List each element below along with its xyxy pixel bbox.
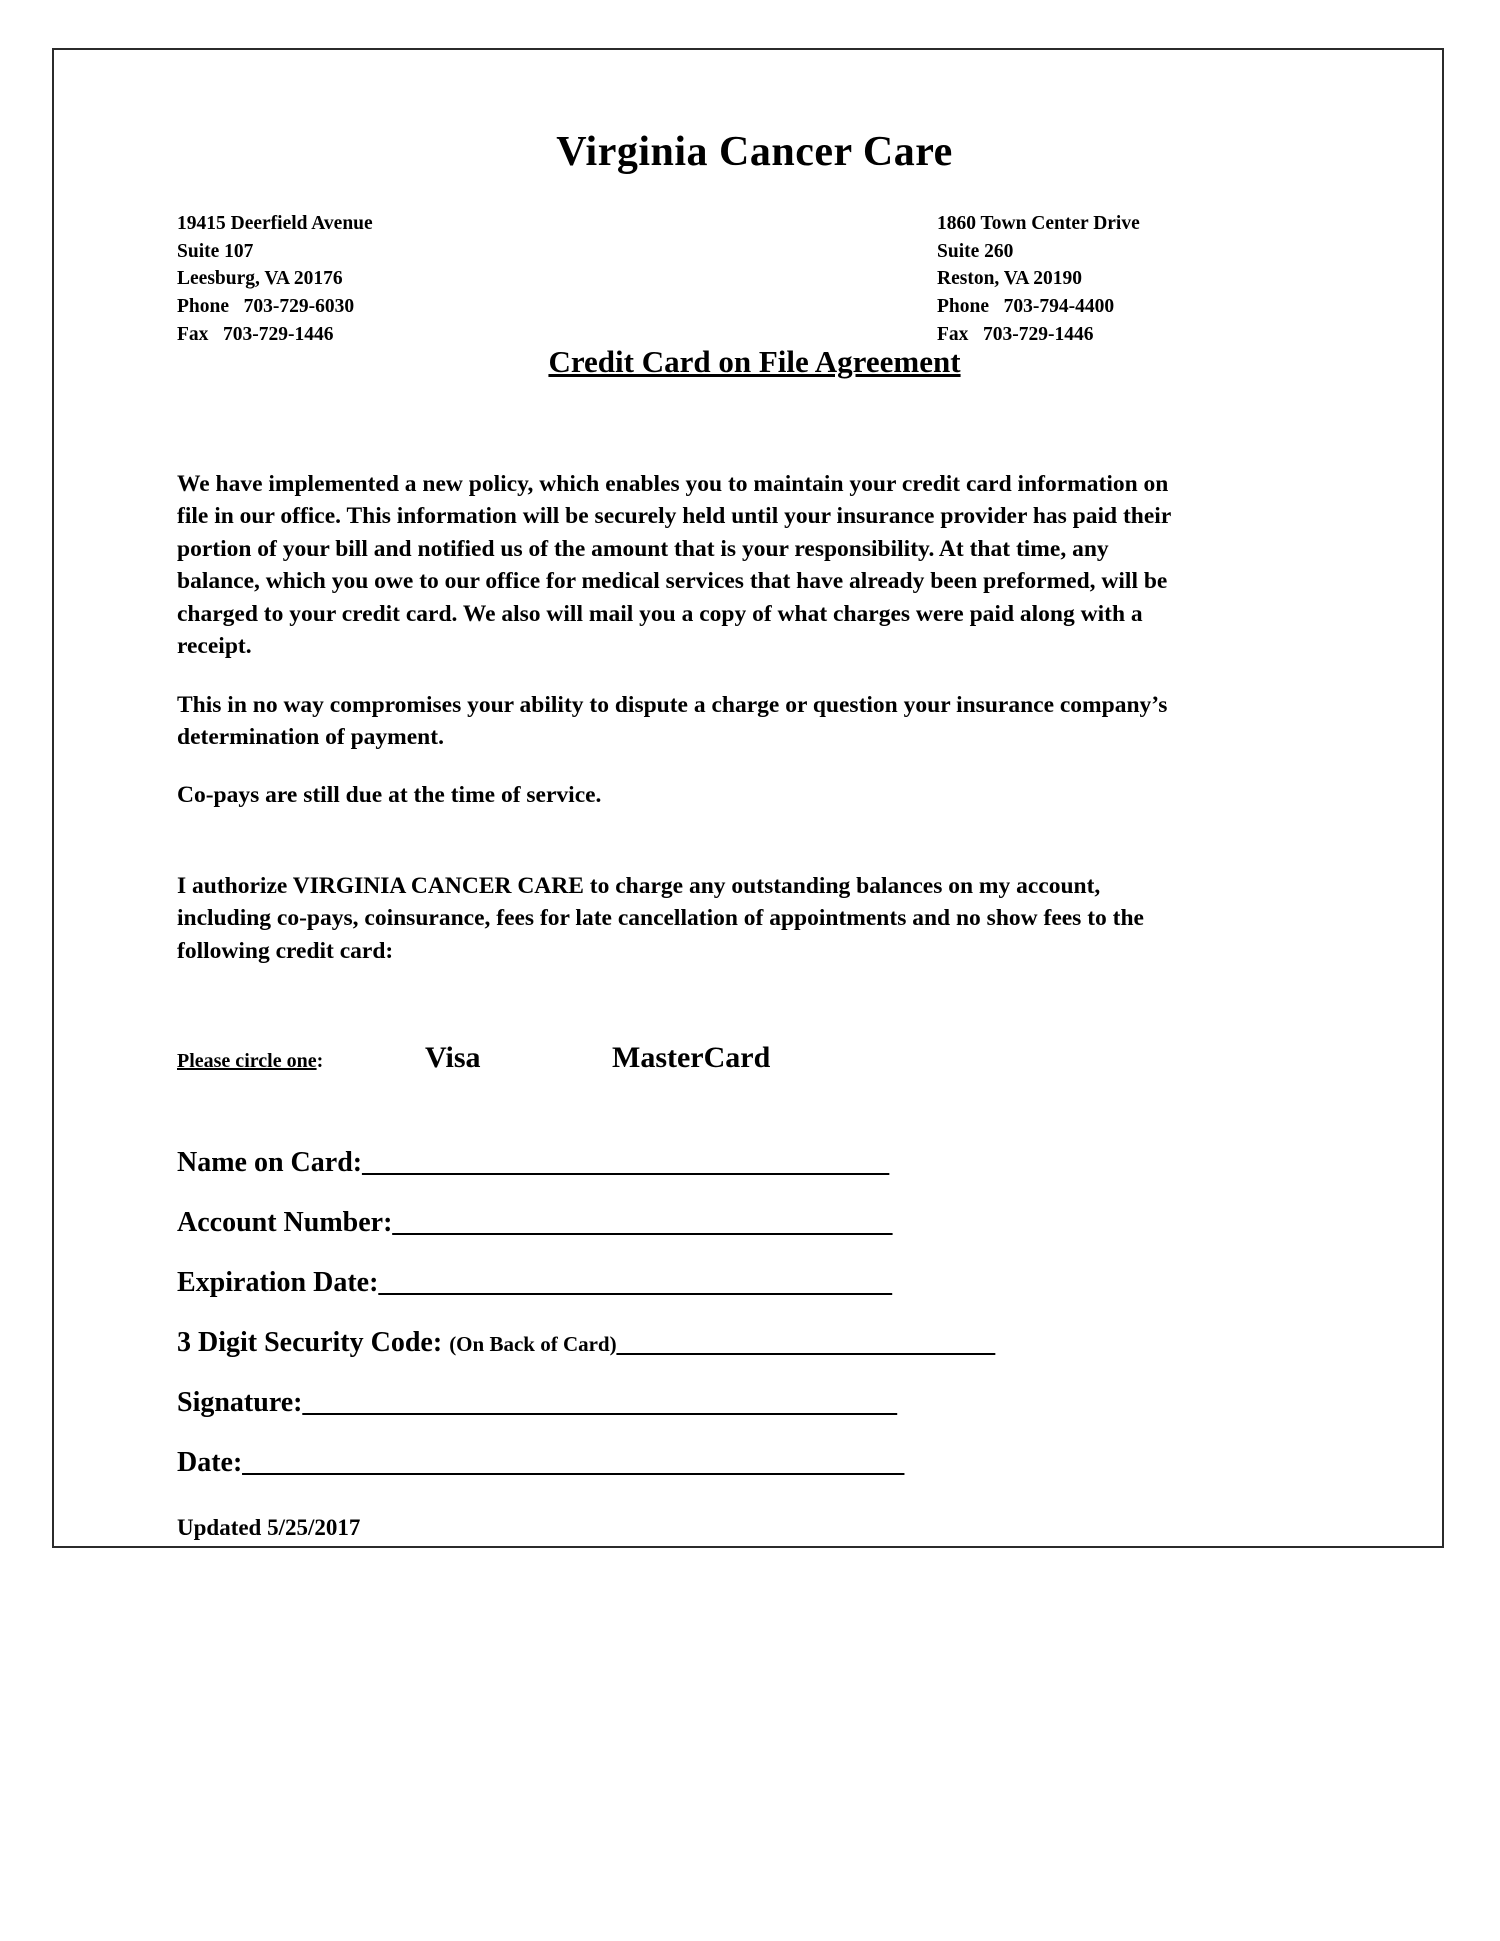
address-phone: Phone 703-794-4400 — [937, 296, 1115, 318]
card-option-visa[interactable]: Visa — [425, 1041, 481, 1075]
address-line: Suite 260 — [937, 240, 1014, 262]
card-type-selection — [177, 1041, 1332, 1087]
field-label: Date: — [177, 1447, 243, 1479]
address-line: 1860 Town Center Drive — [937, 213, 1140, 234]
field-label: Account Number: — [177, 1207, 393, 1239]
field-note: (On Back of Card) — [449, 1332, 617, 1357]
address-fax: Fax 703-729-1446 — [937, 323, 1094, 345]
address-line: Reston, VA 20190 — [937, 268, 1083, 290]
page-title: Virginia Cancer Care — [556, 129, 953, 175]
field-write-line[interactable]: ____________________________________________ — [302, 1387, 897, 1419]
field-account-number — [177, 1207, 1332, 1239]
paragraph-authorization: I authorize VIRGINIA CANCER CARE to charge any outstanding balances on my account, including co-pays, coinsurance, fees for late cancellation of appointments and no show fees to the following credit card: — [177, 872, 1144, 964]
field-label: Expiration Date: — [177, 1267, 379, 1299]
office-address-leesburg — [177, 210, 373, 348]
address-phone: Phone 703-729-6030 — [177, 296, 355, 318]
address-line: 19415 Deerfield Avenue — [177, 213, 373, 234]
address-fax: Fax 703-729-1446 — [177, 323, 334, 345]
field-label: Signature: — [177, 1387, 303, 1419]
signature-fields — [177, 1147, 1332, 1479]
field-security-code — [177, 1327, 1332, 1359]
field-date — [177, 1447, 1332, 1479]
card-option-mastercard[interactable]: MasterCard — [612, 1041, 771, 1075]
paragraph-policy: We have implemented a new policy, which enables you to maintain your credit card information on file in our office. This information will be securely held until your insurance provider has paid their portion of your bill and notified us of the amount that is your responsibility. At that time, any balance, which you owe to our office for medical services that have already been preformed, will be charged to your credit card. We also will mail you a copy of what charges were paid along with a receipt. — [177, 471, 1171, 660]
updated-date: Updated 5/25/2017 — [177, 1515, 361, 1541]
address-line: Suite 107 — [177, 240, 254, 262]
field-label: 3 Digit Security Code: — [177, 1327, 443, 1359]
address-line: Leesburg, VA 20176 — [177, 268, 343, 290]
circle-one-label-underlined: Please circle one — [177, 1050, 317, 1073]
policy-text — [177, 468, 1187, 812]
field-signature — [177, 1387, 1332, 1419]
document-page — [52, 48, 1444, 1548]
field-expiration-date — [177, 1267, 1332, 1299]
circle-one-label-suffix: : — [316, 1050, 324, 1073]
office-addresses — [177, 210, 1332, 345]
paragraph-copays: Co-pays are still due at the time of service. — [177, 782, 602, 809]
field-write-line[interactable]: _________________________________________________ — [242, 1447, 904, 1479]
section-heading: Credit Card on File Agreement — [548, 344, 961, 379]
paragraph-dispute: This in no way compromises your ability to dispute a charge or question your insurance company’s determination of payment. — [177, 691, 1168, 750]
field-write-line[interactable]: _______________________________________ — [362, 1147, 889, 1179]
field-write-line[interactable]: ____________________________ — [616, 1327, 995, 1359]
document-content — [177, 128, 1332, 1541]
field-name-on-card — [177, 1147, 1332, 1179]
circle-one-label — [177, 1050, 323, 1073]
field-label: Name on Card: — [177, 1147, 363, 1179]
field-write-line[interactable]: ______________________________________ — [378, 1267, 892, 1299]
field-write-line[interactable]: _____________________________________ — [392, 1207, 892, 1239]
office-address-reston — [937, 210, 1140, 348]
